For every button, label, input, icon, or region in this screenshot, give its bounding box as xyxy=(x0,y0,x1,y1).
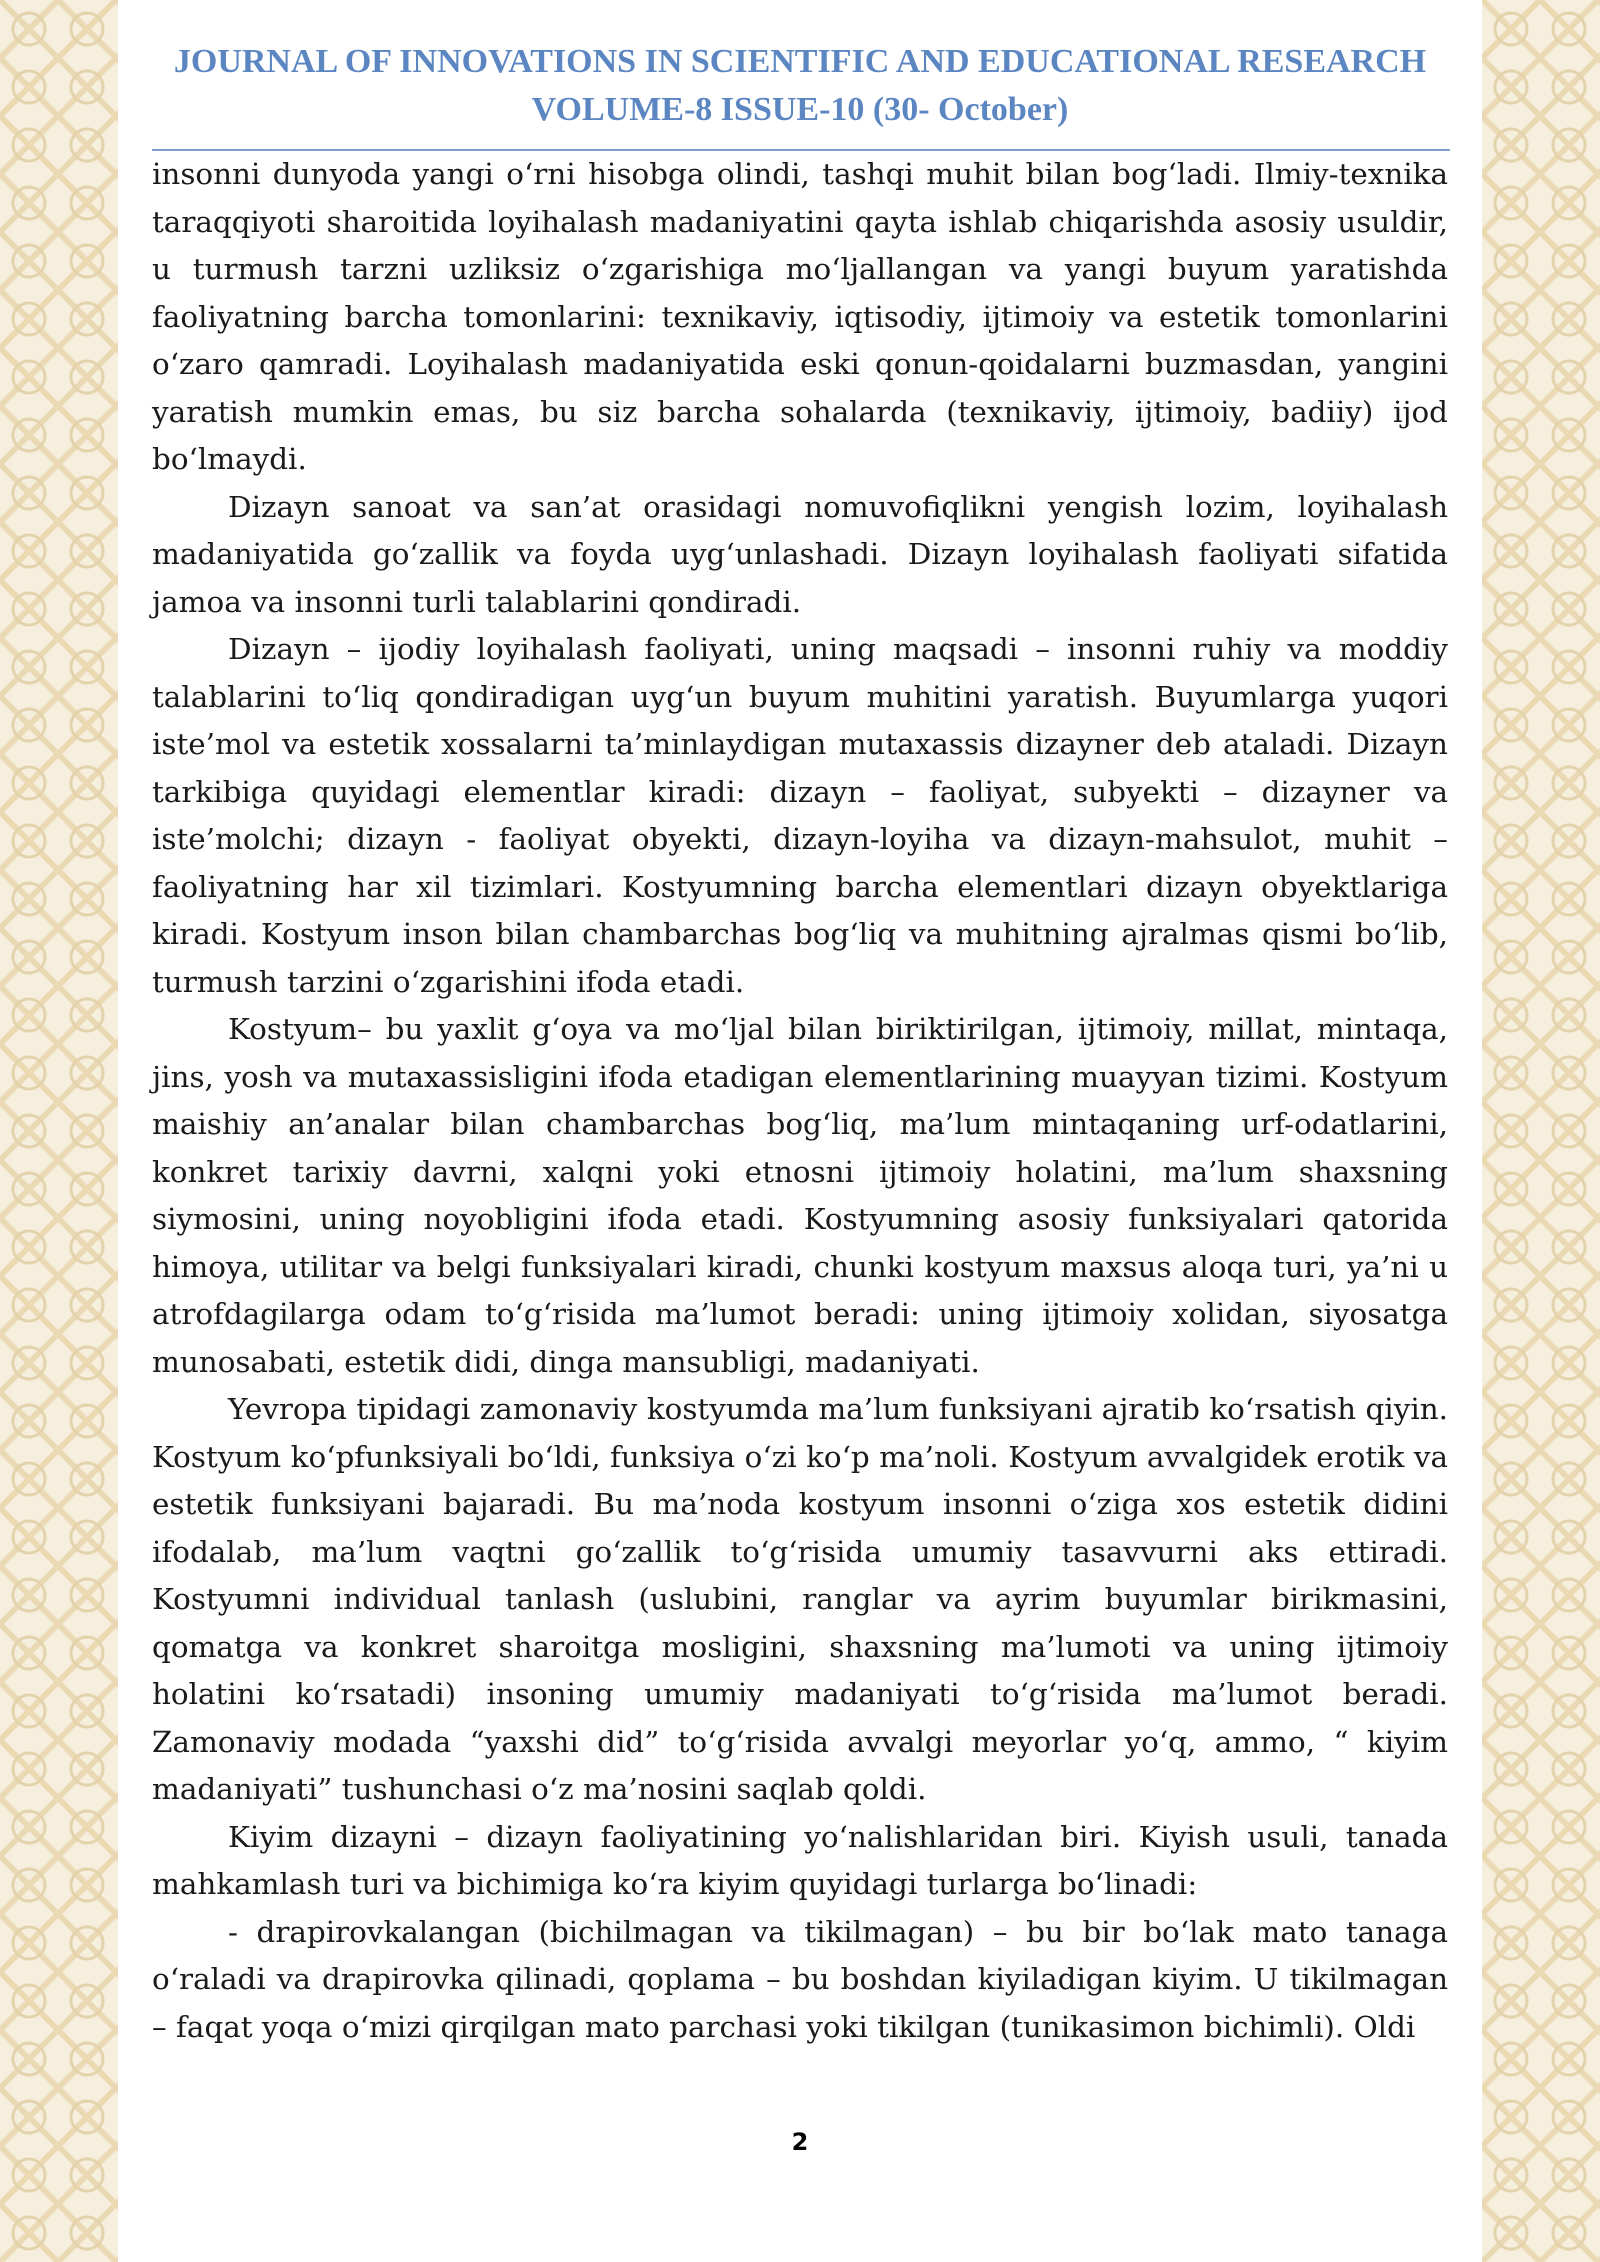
journal-header xyxy=(150,38,1450,134)
journal-title: JOURNAL OF INNOVATIONS IN SCIENTIFIC AND EDUCATIONAL RESEARCH xyxy=(173,43,1427,80)
body-paragraph: - drapirovkalangan (bichilmagan va tikilmagan) – bu bir boʻlak mato tanaga oʻraladi va drapirovka qilinadi, qoplama – bu boshdan kiyiladigan kiyim. U tikilmagan – faqat yoqa oʻmizi qirqilgan mato parchasi yoki tikilgan (tunikasimon bichimli). Oldi xyxy=(152,1914,1448,2044)
ornamental-border-right xyxy=(1482,0,1600,2262)
page-number: 2 xyxy=(791,2128,809,2156)
journal-issue: VOLUME-8 ISSUE-10 (30- October) xyxy=(531,91,1069,128)
body-paragraph: Kostyum– bu yaxlit gʻoya va moʻljal bilan biriktirilgan, ijtimoiy, millat, mintaqa, jins, yosh va mutaxassisligini ifoda etadigan elementlarining muayyan tizimi. Kostyum maishiy an’analar bilan chambarchas bogʻliq, ma’lum mintaqaning urf-odatlarini, konkret tarixiy davrni, xalqni yoki etnosni ijtimoiy holatini, ma’lum shaxsning siymosini, uning noyobligini ifoda etadi. Kostyumning asosiy funksiyalari qatorida himoya, utilitar va belgi funksiyalari kiradi, chunki kostyum maxsus aloqa turi, ya’ni u atrofdagilarga odam toʻgʻrisida ma’lumot beradi: uning ijtimoiy xolidan, siyosatga munosabati, estetik didi, dinga mansubligi, madaniyati. xyxy=(152,1012,1448,1379)
body-paragraph: Dizayn – ijodiy loyihalash faoliyati, uning maqsadi – insonni ruhiy va moddiy talablarini toʻliq qondiradigan uygʻun buyum muhitini yaratish. Buyumlarga yuqori iste’mol va estetik xossalarni ta’minlaydigan mutaxassis dizayner deb ataladi. Dizayn tarkibiga quyidagi elementlar kiradi: dizayn – faoliyat, subyekti – dizayner va iste’molchi; dizayn - faoliyat obyekti, dizayn-loyiha va dizayn-mahsulot, muhit – faoliyatning har xil tizimlari. Kostyumning barcha elementlari dizayn obyektlariga kiradi. Kostyum inson bilan chambarchas bogʻliq va muhitning ajralmas qismi boʻlib, turmush tarzini oʻzgarishini ifoda etadi. xyxy=(152,632,1448,999)
article-body xyxy=(152,151,1448,2051)
body-paragraph: Kiyim dizayni – dizayn faoliyatining yoʻnalishlaridan biri. Kiyish usuli, tanada mahkamlash turi va bichimiga koʻra kiyim quyidagi turlarga boʻlinadi: xyxy=(152,1819,1448,1901)
body-paragraph: insonni dunyoda yangi oʻrni hisobga olindi, tashqi muhit bilan bogʻladi. Ilmiy-texnika taraqqiyoti sharoitida loyihalash madaniyatini qayta ishlab chiqarishda asosiy usuldir, u turmush tarzni uzliksiz oʻzgarishiga moʻljallangan va yangi buyum yaratishda faoliyatning barcha tomonlarini: texnikaviy, iqtisodiy, ijtimoiy va estetik tomonlarini oʻzaro qamradi. Loyihalash madaniyatida eski qonun-qoidalarni buzmasdan, yangini yaratish mumkin emas, bu siz barcha sohalarda (texnikaviy, ijtimoiy, badiiy) ijod boʻlmaydi. xyxy=(152,157,1448,476)
ornamental-border-left xyxy=(0,0,118,2262)
body-paragraph: Yevropa tipidagi zamonaviy kostyumda ma’lum funksiyani ajratib koʻrsatish qiyin. Kostyum koʻpfunksiyali boʻldi, funksiya oʻzi koʻp ma’noli. Kostyum avvalgidek erotik va estetik funksiyani bajaradi. Bu ma’noda kostyum insonni oʻziga xos estetik didini ifodalab, ma’lum vaqtni goʻzallik toʻgʻrisida umumiy tasavvurni aks ettiradi. Kostyumni individual tanlash (uslubini, ranglar va ayrim buyumlar birikmasini, qomatga va konkret sharoitga mosligini, shaxsning ma’lumoti va uning ijtimoiy holatini koʻrsatadi) insoning umumiy madaniyati toʻgʻrisida ma’lumot beradi. Zamonaviy modada “yaxshi did” toʻgʻrisida avvalgi meyorlar yoʻq, ammo, “ kiyim madaniyati” tushunchasi oʻz ma’nosini saqlab qoldi. xyxy=(152,1392,1448,1806)
body-paragraph: Dizayn sanoat va san’at orasidagi nomuvofiqlikni yengish lozim, loyihalash madaniyatida goʻzallik va foyda uygʻunlashadi. Dizayn loyihalash faoliyati sifatida jamoa va insonni turli talablarini qondiradi. xyxy=(152,489,1448,619)
